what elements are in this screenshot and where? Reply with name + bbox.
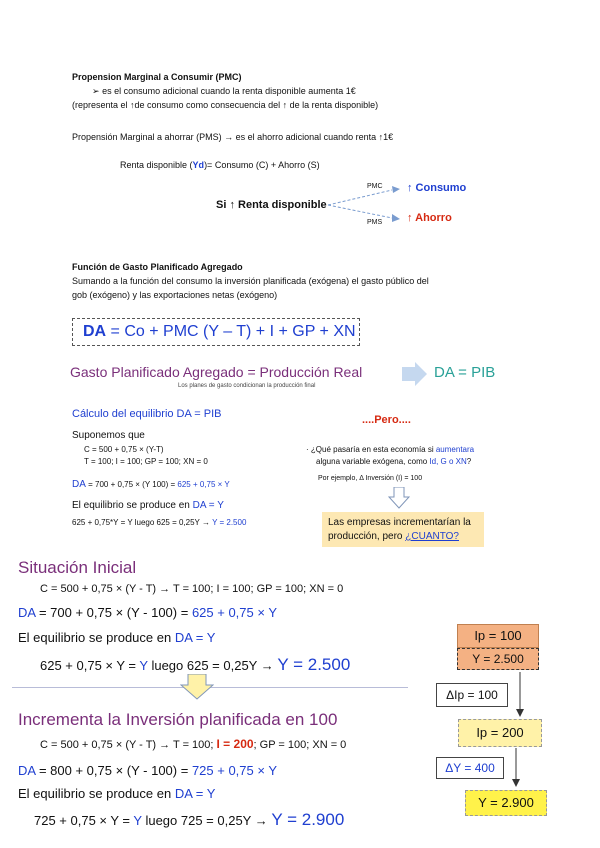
si-renta-label: Si ↑ Renta disponible (216, 199, 327, 211)
inicial-solve-b: luego 625 = 0,25Y → (147, 658, 278, 673)
suponemos-label: Suponemos que (72, 430, 145, 441)
calculo-solve-text: 625 + 0,75*Y = Y luego 625 = 0,25Y → (72, 518, 213, 527)
gasto-line2: gob (exógeno) y las exportaciones netas (exógeno) (72, 290, 278, 300)
inicial-solve-a: 625 + 0,75 × Y = (40, 658, 140, 673)
arrow-down-1 (514, 672, 526, 718)
down-yellow-arrow-icon (180, 674, 214, 700)
inicial-title: Situación Inicial (18, 558, 137, 577)
incremento-da-prefix: DA (18, 763, 36, 778)
pero-q2-suffix: ? (466, 457, 472, 466)
down-block-arrow-icon (388, 487, 410, 509)
inicial-da (18, 605, 277, 620)
y1-label: Y = 2.500 (472, 652, 524, 666)
incremento-solve-y: Y (133, 813, 142, 828)
pero-q1-word: aumentara (435, 445, 475, 454)
answer-line2-prefix: producción, pero (328, 531, 406, 542)
calculo-solve (72, 518, 246, 527)
formula-da: DA (83, 323, 107, 340)
inicial-da-prefix: DA (18, 605, 36, 620)
inicial-eq-prefix: El equilibrio se produce en (18, 630, 175, 645)
da-pib-label: DA = PIB (434, 364, 496, 381)
y1-box (457, 648, 539, 670)
inicial-solve-result: Y = 2.500 (277, 655, 351, 674)
pero-example: Por ejemplo, Δ Inversión (I) = 100 (318, 475, 423, 482)
renta-suffix: )= Consumo (C) + Ahorro (S) (204, 160, 320, 170)
incremento-da-result: 725 + 0,75 × Y (191, 763, 277, 778)
pmc-small-label: PMC (367, 183, 383, 190)
incremento-da-mid: = 800 + 0,75 × (Y - 100) = (35, 763, 192, 778)
calculo-da-result: 625 + 0,75 × Y (177, 480, 230, 489)
renta-equation (120, 160, 320, 170)
incremento-title: Incrementa la Inversión planificada en 100 (18, 710, 338, 729)
calculo-eq (72, 500, 224, 511)
calculo-params: T = 100; I = 100; GP = 100; XN = 0 (84, 457, 208, 466)
pms-line: Propensión Marginal a ahorrar (PMS) → es el ahorro adicional cuando renta ↑1€ (72, 132, 394, 142)
dip-box (436, 683, 508, 707)
ip1-label: Ip = 100 (474, 628, 522, 643)
pero-q2-prefix: alguna variable exógena, como (316, 457, 430, 466)
calculo-title: Cálculo del equilibrio DA = PIB (72, 408, 222, 420)
calculo-solve-result: Y = 2.500 (212, 518, 247, 527)
ip2-label: Ip = 200 (476, 725, 524, 740)
dy-box (436, 757, 504, 779)
inicial-solve-y: Y (139, 658, 148, 673)
incremento-eq-da: DA = Y (174, 786, 216, 801)
pero-title: ....Pero.... (362, 414, 411, 426)
answer-line1: Las empresas incrementarían la (328, 517, 471, 528)
answer-line2 (328, 531, 459, 542)
inicial-eq (18, 630, 215, 645)
ahorro-label: ↑ Ahorro (407, 212, 452, 224)
pmc-line1 (92, 86, 356, 97)
inicial-da-mid: = 700 + 0,75 × (Y - 100) = (35, 605, 192, 620)
pero-q2-vars: Id, G o XN (429, 457, 467, 466)
bullet-arrow-icon: ➢ (92, 86, 100, 96)
gpa-small-text: Los planes de gasto condicionan la producción final (178, 383, 316, 389)
pmc-title: Propension Marginal a Consumir (PMC) (72, 72, 242, 82)
formula-rest: = Co + PMC (Y – T) + I + GP + XN (106, 323, 356, 340)
right-block-arrow-icon (402, 362, 428, 386)
dy-label: ΔY = 400 (445, 761, 495, 775)
y2-label: Y = 2.900 (478, 795, 534, 810)
incremento-eq (18, 786, 215, 801)
gasto-line1: Sumando a la función del consumo la inversión planificada (exógena) el gasto público del (72, 276, 429, 286)
consumo-label: ↑ Consumo (407, 182, 467, 194)
formula-text (83, 323, 356, 341)
arrow-down-2 (510, 748, 522, 788)
incremento-c-i: I = 200 (216, 737, 254, 751)
pero-bullet: · (306, 445, 311, 454)
inicial-da-result: 625 + 0,75 × Y (191, 605, 277, 620)
calculo-da-prefix: DA (72, 479, 86, 490)
answer-line2-question: ¿CUANTO? (405, 531, 459, 542)
incremento-solve (34, 810, 344, 830)
pmc-line1-text: es el consumo adicional cuando la renta disponible aumenta 1€ (102, 86, 356, 96)
renta-prefix: Renta disponible ( (120, 160, 193, 170)
calculo-da-mid: = 700 + 0,75 × (Y 100) = (85, 480, 178, 489)
answer-box (322, 512, 484, 547)
pero-q2 (316, 457, 471, 466)
branch-arrows (326, 182, 406, 226)
inicial-solve (40, 655, 350, 675)
pero-q1-prefix: ¿Qué pasaría en esta economía si (310, 445, 436, 454)
pmc-line2: (representa el ↑de consumo como consecuencia del ↑ de la renta disponible) (72, 100, 379, 110)
gpa-text: Gasto Planificado Agregado = Producción Real (70, 364, 363, 380)
inicial-c: C = 500 + 0,75 × (Y - T) → T = 100; I = 100; GP = 100; XN = 0 (40, 583, 344, 595)
formula-box (72, 318, 360, 346)
ip2-box (458, 719, 542, 747)
pms-small-label: PMS (367, 219, 383, 226)
incremento-c (40, 737, 346, 751)
dip-label: ΔIp = 100 (446, 688, 498, 702)
y2-box (465, 790, 547, 816)
incremento-c-b: ; GP = 100; XN = 0 (253, 739, 347, 751)
incremento-eq-prefix: El equilibrio se produce en (18, 786, 175, 801)
ip1-box (457, 624, 539, 648)
calculo-eq-prefix: El equilibrio se produce en (72, 500, 193, 511)
gasto-title: Función de Gasto Planificado Agregado (72, 262, 243, 272)
incremento-solve-a: 725 + 0,75 × Y = (34, 813, 134, 828)
incremento-c-a: C = 500 + 0,75 × (Y - T) → T = 100; (40, 739, 217, 751)
incremento-solve-result: Y = 2.900 (271, 810, 345, 829)
pero-q1 (306, 445, 474, 454)
yd-symbol: Yd (192, 160, 205, 170)
incremento-da (18, 763, 277, 778)
calculo-c: C = 500 + 0,75 × (Y-T) (84, 445, 164, 454)
calculo-eq-da: DA = Y (192, 500, 224, 511)
incremento-solve-b: luego 725 = 0,25Y → (141, 813, 272, 828)
inicial-eq-da: DA = Y (174, 630, 216, 645)
calculo-da (72, 479, 230, 490)
